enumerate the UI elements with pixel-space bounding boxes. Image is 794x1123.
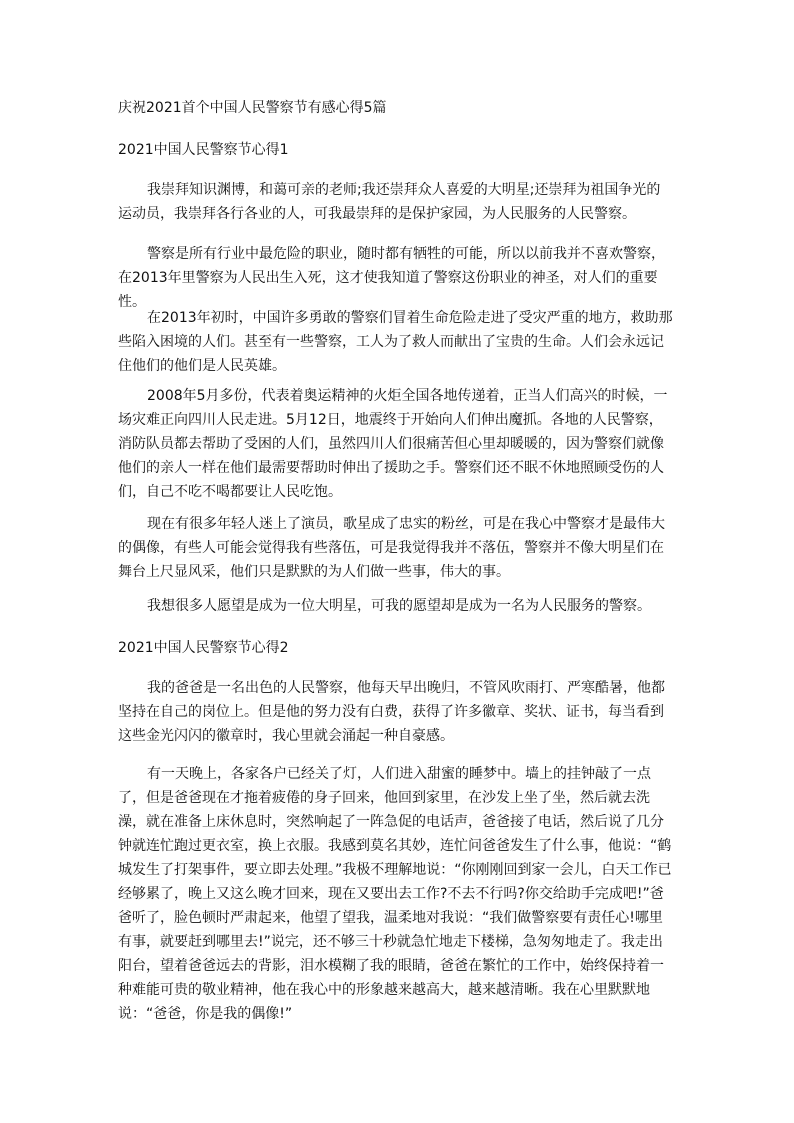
- paragraph: 我的爸爸是一名出色的人民警察，他每天早出晚归，不管风吹雨打、严寒酷暑，他都坚持在自己的岗位上。但是他的努力没有白费，获得了许多徽章、奖状、证书，每当看到这些金光闪闪的徽章时，我心里就会涌起一种自豪感。: [118, 680, 665, 744]
- section-heading-1: 2021中国人民警察节心得1: [118, 142, 289, 158]
- paragraph: 在2013年初时，中国许多勇敢的警察们冒着生命危险走进了受灾严重的地方，救助那些陷入困境的人们。甚至有一些警察，工人为了救人而献出了宝贵的生命。人们会永远记住他们的他们是人民英雄。: [118, 310, 673, 374]
- paragraph: 有一天晚上，各家各户已经关了灯，人们进入甜蜜的睡梦中。墙上的挂钟敲了一点了，但是爸爸现在才拖着疲倦的身子回来，他回到家里，在沙发上坐了坐，然后就去洗澡，就在准备上床休息时，突然响起了一阵急促的电话声，爸爸接了电话，然后说了几分钟就连忙跑过更衣室，换上衣服。我感到莫名其妙，连忙问爸爸发生了什么事，他说：“鹤城发生了打架事件，要立即去处理。”我极不理解地说：“你刚刚回到家一会儿，白天工作已经够累了，晚上又这么晚才回来，现在又要出去工作?不去不行吗?你交给助手完成吧!”爸爸听了，脸色顿时严肃起来，他望了望我，温柔地对我说：“我们做警察要有责任心!哪里有事，就要赶到哪里去!”说完，还不够三十秒就急忙地走下楼梯，急匆匆地走了。我走出阳台，望着爸爸远去的背影，泪水模糊了我的眼睛，爸爸在繁忙的工作中，始终保持着一种难能可贵的敬业精神，他在我心中的形象越来越高大，越来越清晰。我在心里默默地说：“爸爸，你是我的偶像!”: [118, 766, 672, 1022]
- paragraph: 现在有很多年轻人迷上了演员，歌星成了忠实的粉丝，可是在我心中警察才是最伟大的偶像，有些人可能会觉得我有些落伍，可是我觉得我并不落伍，警察并不像大明星们在舞台上尺显风采，他们只是默默的为人们做一些事，伟大的事。: [118, 516, 665, 580]
- paragraph: 我崇拜知识渊博，和蔼可亲的老师;我还崇拜众人喜爱的大明星;还崇拜为祖国争光的运动员，我崇拜各行各业的人，可我最崇拜的是保护家园，为人民服务的人民警察。: [118, 182, 661, 222]
- document-title: 庆祝2021首个中国人民警察节有感心得5篇: [118, 100, 387, 116]
- paragraph: 我想很多人愿望是成为一位大明星，可我的愿望却是成为一名为人民服务的警察。: [147, 598, 651, 614]
- paragraph: 警察是所有行业中最危险的职业，随时都有牺牲的可能，所以以前我并不喜欢警察，在2013年里警察为人民出生入死，这才使我知道了警察这份职业的神圣，对人们的重要性。: [118, 246, 665, 310]
- section-heading-2: 2021中国人民警察节心得2: [118, 640, 289, 656]
- paragraph: 2008年5月多份，代表着奥运精神的火炬全国各地传递着，正当人们高兴的时候，一场灾难正向四川人民走进。5月12日，地震终于开始向人们伸出魔抓。各地的人民警察，消防队员都去帮助了受困的人们，虽然四川人们很痛苦但心里却暖暖的，因为警察们就像他们的亲人一样在他们最需要帮助时伸出了援助之手。警察们还不眠不休地照顾受伤的人们，自己不吃不喝都要让人民吃饱。: [118, 388, 668, 500]
